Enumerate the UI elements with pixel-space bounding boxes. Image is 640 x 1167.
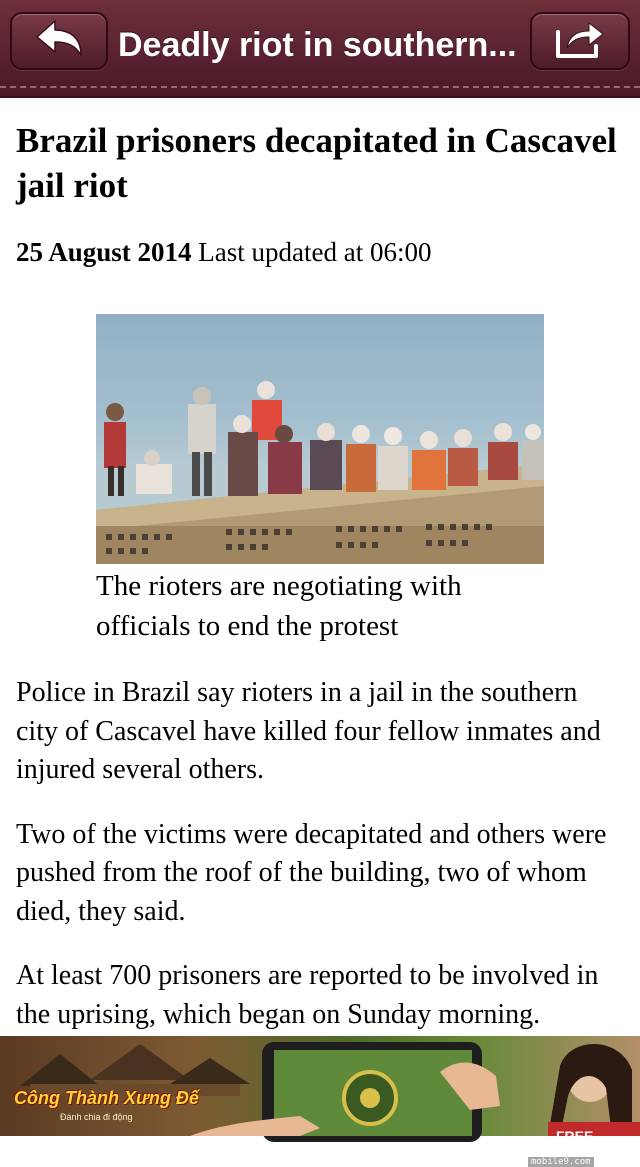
- article-date: 25 August 2014: [16, 237, 192, 267]
- article-headline: Brazil prisoners decapitated in Cascavel jail riot: [16, 121, 617, 205]
- article-photo[interactable]: [96, 314, 544, 564]
- ad-subtitle: Đánh chia đi động: [60, 1112, 133, 1122]
- photo-illustration: [96, 314, 544, 564]
- back-arrow-icon: [33, 19, 85, 64]
- article-paragraph: Two of the victims were decapitated and others were pushed from the roof of the building, two of whom died, they said.: [16, 818, 607, 927]
- photo-caption: The rioters are negotiating with officials to end the protest: [96, 570, 462, 642]
- article-paragraph: At least 700 prisoners are reported to be involved in the uprising, which began on Sunday morning.: [16, 960, 599, 1030]
- article-dateline: [16, 232, 624, 272]
- ad-free-badge: FREE: [556, 1128, 594, 1144]
- share-icon: [553, 18, 607, 65]
- ad-banner[interactable]: [0, 1036, 640, 1167]
- ad-watermark: mobile9.com: [528, 1157, 594, 1167]
- nav-stitch-divider: [0, 86, 640, 88]
- article: [16, 98, 624, 1030]
- ad-title: Công Thành Xưng Đế: [14, 1088, 199, 1108]
- navigation-bar: [0, 0, 640, 98]
- back-button[interactable]: [10, 12, 108, 70]
- page-title: Deadly riot in southern...: [118, 26, 517, 64]
- article-figure: [96, 314, 544, 646]
- article-paragraph: Police in Brazil say rioters in a jail in the southern city of Cascavel have killed four fellow inmates and injured several others.: [16, 677, 601, 785]
- article-updated: Last updated at 06:00: [198, 237, 432, 267]
- article-body: [16, 674, 624, 1060]
- share-button[interactable]: [530, 12, 630, 70]
